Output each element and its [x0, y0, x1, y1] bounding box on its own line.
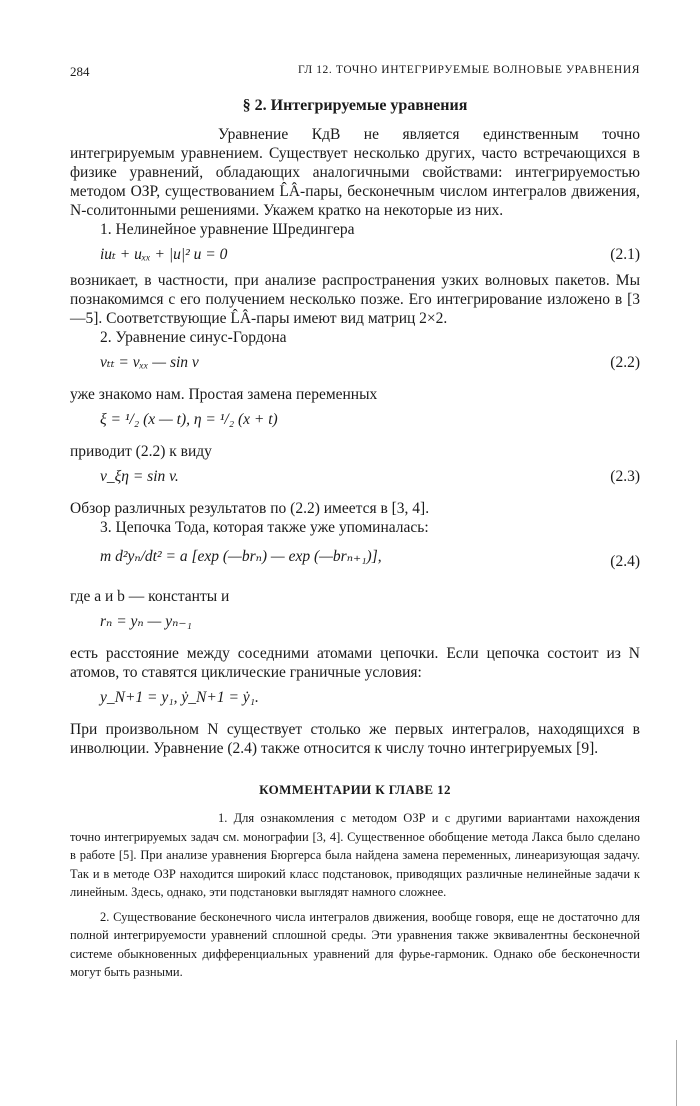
equation-boundary: [70, 682, 640, 714]
paragraph-sine-gordon: уже знакомо нам. Простая замена переменных: [70, 386, 378, 403]
equation-2-3: [70, 461, 640, 493]
equation-substitution: [70, 404, 640, 436]
paragraph-constants: где a и b — константы и: [70, 588, 230, 605]
item-2-heading: 2. Уравнение синус-Гордона: [100, 329, 287, 346]
paragraph-leads-to: приводит (2.2) к виду: [70, 443, 212, 460]
equation-2-1-number: (2.1): [610, 246, 640, 263]
equation-2-3-number: (2.3): [610, 468, 640, 485]
item-1-heading: 1. Нелинейное уравнение Шредингера: [100, 221, 355, 238]
comments-title: КОММЕНТАРИИ К ГЛАВЕ 12: [259, 782, 451, 797]
equation-2-3-formula: v_ξη = sin v.: [100, 468, 179, 485]
equation-2-4-formula: m d²yₙ/dt² = a [exp (—brₙ) — exp (—brₙ₊₁)],: [100, 548, 382, 565]
equation-2-1-formula: iuₜ + uₓₓ + |u|² u = 0: [100, 246, 228, 263]
equation-2-1: [70, 239, 640, 271]
equation-2-2: [70, 347, 640, 379]
paragraph-chain: есть расстояние между соседними атомами цепочки. Если цепочка состоит из N атомов, то ставятся циклические граничные условия:: [70, 645, 640, 681]
paragraph-nls: возникает, в частности, при анализе распространения узких волновых пакетов. Мы познакомимся с его получением несколько позже. Его интегрирование изложено в [3—5]. Соответствующие L̂Â-пары имеют вид матриц 2×2.: [70, 272, 640, 327]
page-header: [70, 64, 640, 84]
paragraph-review: Обзор различных результатов по (2.2) имеется в [3, 4].: [70, 500, 430, 517]
scan-edge-line: [676, 1040, 677, 1106]
equation-distance: [70, 606, 640, 638]
equation-2-4-number: (2.4): [610, 553, 640, 570]
equation-2-4: [70, 537, 640, 581]
comments-block: [70, 809, 640, 982]
equation-2-2-number: (2.2): [610, 354, 640, 371]
intro-paragraph: Уравнение КдВ не является единственным точно интегрируемым уравнением. Существует несколько других, часто встречающихся в физике уравнений, обладающих аналогичными свойствами: интегрируемостью методом ОЗР, существованием L̂Â-пары, бесконечным числом интегралов движения, N-солитонными решениями. Укажем кратко на некоторые из них.: [70, 126, 640, 219]
equation-substitution-formula: ξ = ¹/₂ (x — t), η = ¹/₂ (x + t): [100, 411, 278, 428]
comment-1: 1. Для ознакомления с методом ОЗР и с другими вариантами нахождения точно интегрируемых задач см. монографии [3, 4]. Существенное обобщение метода Лакса было сделано в работе [5]. При анализе уравнения Бюргерса была найдена замена переменных, линеаризующая задачу. Так и в методе ОЗР находится широкий класс подстановок, приводящих различные нелинейные задачи к линейным. Здесь, однако, эти подстановки выглядят намного сложнее.: [70, 811, 640, 899]
equation-2-2-formula: vₜₜ = vₓₓ — sin v: [100, 354, 199, 371]
equation-boundary-formula: y_N+1 = y₁, ẏ_N+1 = ẏ₁.: [100, 689, 259, 706]
section-title: § 2. Интегрируемые уравнения: [242, 97, 468, 114]
section-body: [70, 125, 640, 982]
paragraph-integrals: При произвольном N существует столько же первых интегралов, находящихся в инволюции. Уравнение (2.4) также относится к числу точно интегрируемых [9].: [70, 721, 640, 757]
equation-distance-formula: rₙ = yₙ — yₙ₋₁: [100, 613, 192, 630]
running-head: ГЛ 12. ТОЧНО ИНТЕГРИРУЕМЫЕ ВОЛНОВЫЕ УРАВНЕНИЯ: [297, 64, 640, 76]
comment-2: 2. Существование бесконечного числа интегралов движения, вообще говоря, еще не достаточно для полной интегрируемости уравнений сплошной среды. Эти уравнения также эквивалентны бесконечной системе обыкновенных дифференциальных уравнений для фурье-гармоник. Однако обе бесконечности могут быть разными.: [70, 909, 640, 979]
item-3-heading: 3. Цепочка Тода, которая также уже упоминалась:: [100, 519, 429, 536]
page-number: 284: [70, 64, 90, 79]
